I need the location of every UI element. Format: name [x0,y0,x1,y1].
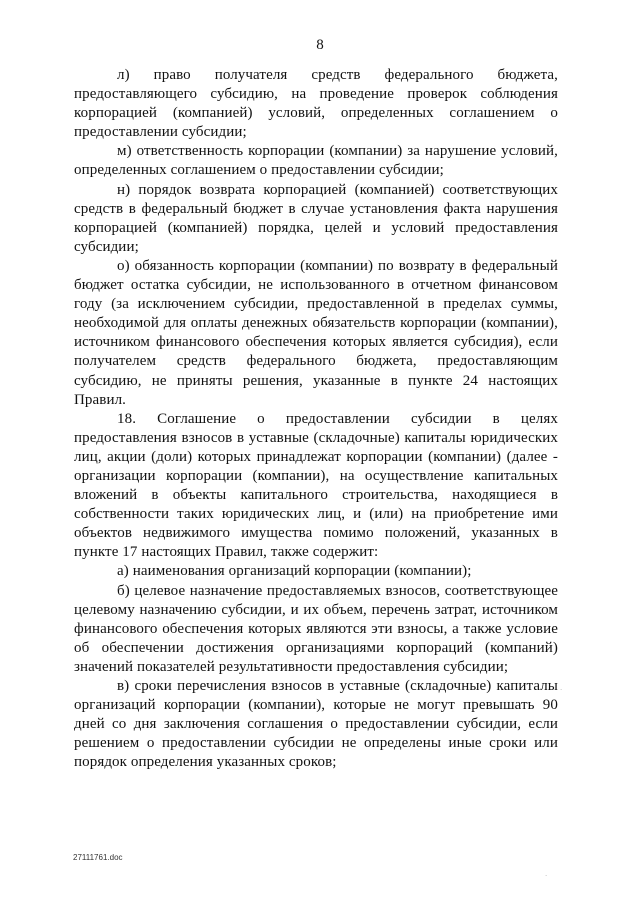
paragraph-a: а) наименования организаций корпорации (компании); [117,563,472,580]
paragraph-v: в) сроки перечисления взносов в уставные (складочные) капиталы организаций корпорации (компании), которые не могут превышать 90 дней со дня заключения соглашения о предоставлении субсидии, если решением о предоставлении субсидии не определены иные сроки или порядок определения указанных сроков; [74,678,558,771]
paragraph-o: о) обязанность корпорации (компании) по возврату в федеральный бюджет остатка субсидии, не использованного в отчетном финансовом году (за исключением субсидии, предоставленной в пределах суммы, необходимой для оплаты денежных обязательств корпорации (компании), источником финансового обеспечения которых является субсидия), если получателем средств федерального бюджета, предоставляющим субсидию, не приняты решения, указанные в пункте 24 настоящих Правил. [74,257,558,408]
scan-speck: . [560,683,563,692]
paragraph-18: 18. Соглашение о предоставлении субсидии в целях предоставления взносов в уставные (складочные) капиталы юридических лиц, акции (доли) которых принадлежат корпорации (компании) (далее - организации корпорации (компании), на осуществление капитальных вложений в объекты капитального строительства, находящиеся в собственности таких юридических лиц, и (или) на приобретение ими объектов недвижимого имущества помимо положений, указанных в пункте 17 настоящих Правил, также содержит: [74,410,558,561]
document-body [74,66,558,772]
paragraph-n: н) порядок возврата корпорацией (компанией) соответствующих средств в федеральный бюджет в случае установления факта нарушения корпорацией (компанией) порядка, целей и условий предоставления субсидии; [74,181,558,255]
document-filename: 27111761.doc [73,853,123,862]
paragraph-l: л) право получателя средств федерального бюджета, предоставляющего субсидию, на проведение проверок соблюдения корпорацией (компанией) условий, определенных соглашением о предоставлении субсидии; [74,67,558,141]
paragraph-b: б) целевое назначение предоставляемых взносов, соответствующее целевому назначению субсидии, и их объем, перечень затрат, источником финансового обеспечения которых являются эти взносы, а также условие об обеспечении достижения организациями корпораций (компаний) значений показателей результативности предоставления субсидии; [74,582,558,675]
page-number: 8 [316,37,324,53]
scan-speck: . [545,869,548,878]
paragraph-m: м) ответственность корпорации (компании) за нарушение условий, определенных соглашением о предоставлении субсидии; [74,143,558,179]
